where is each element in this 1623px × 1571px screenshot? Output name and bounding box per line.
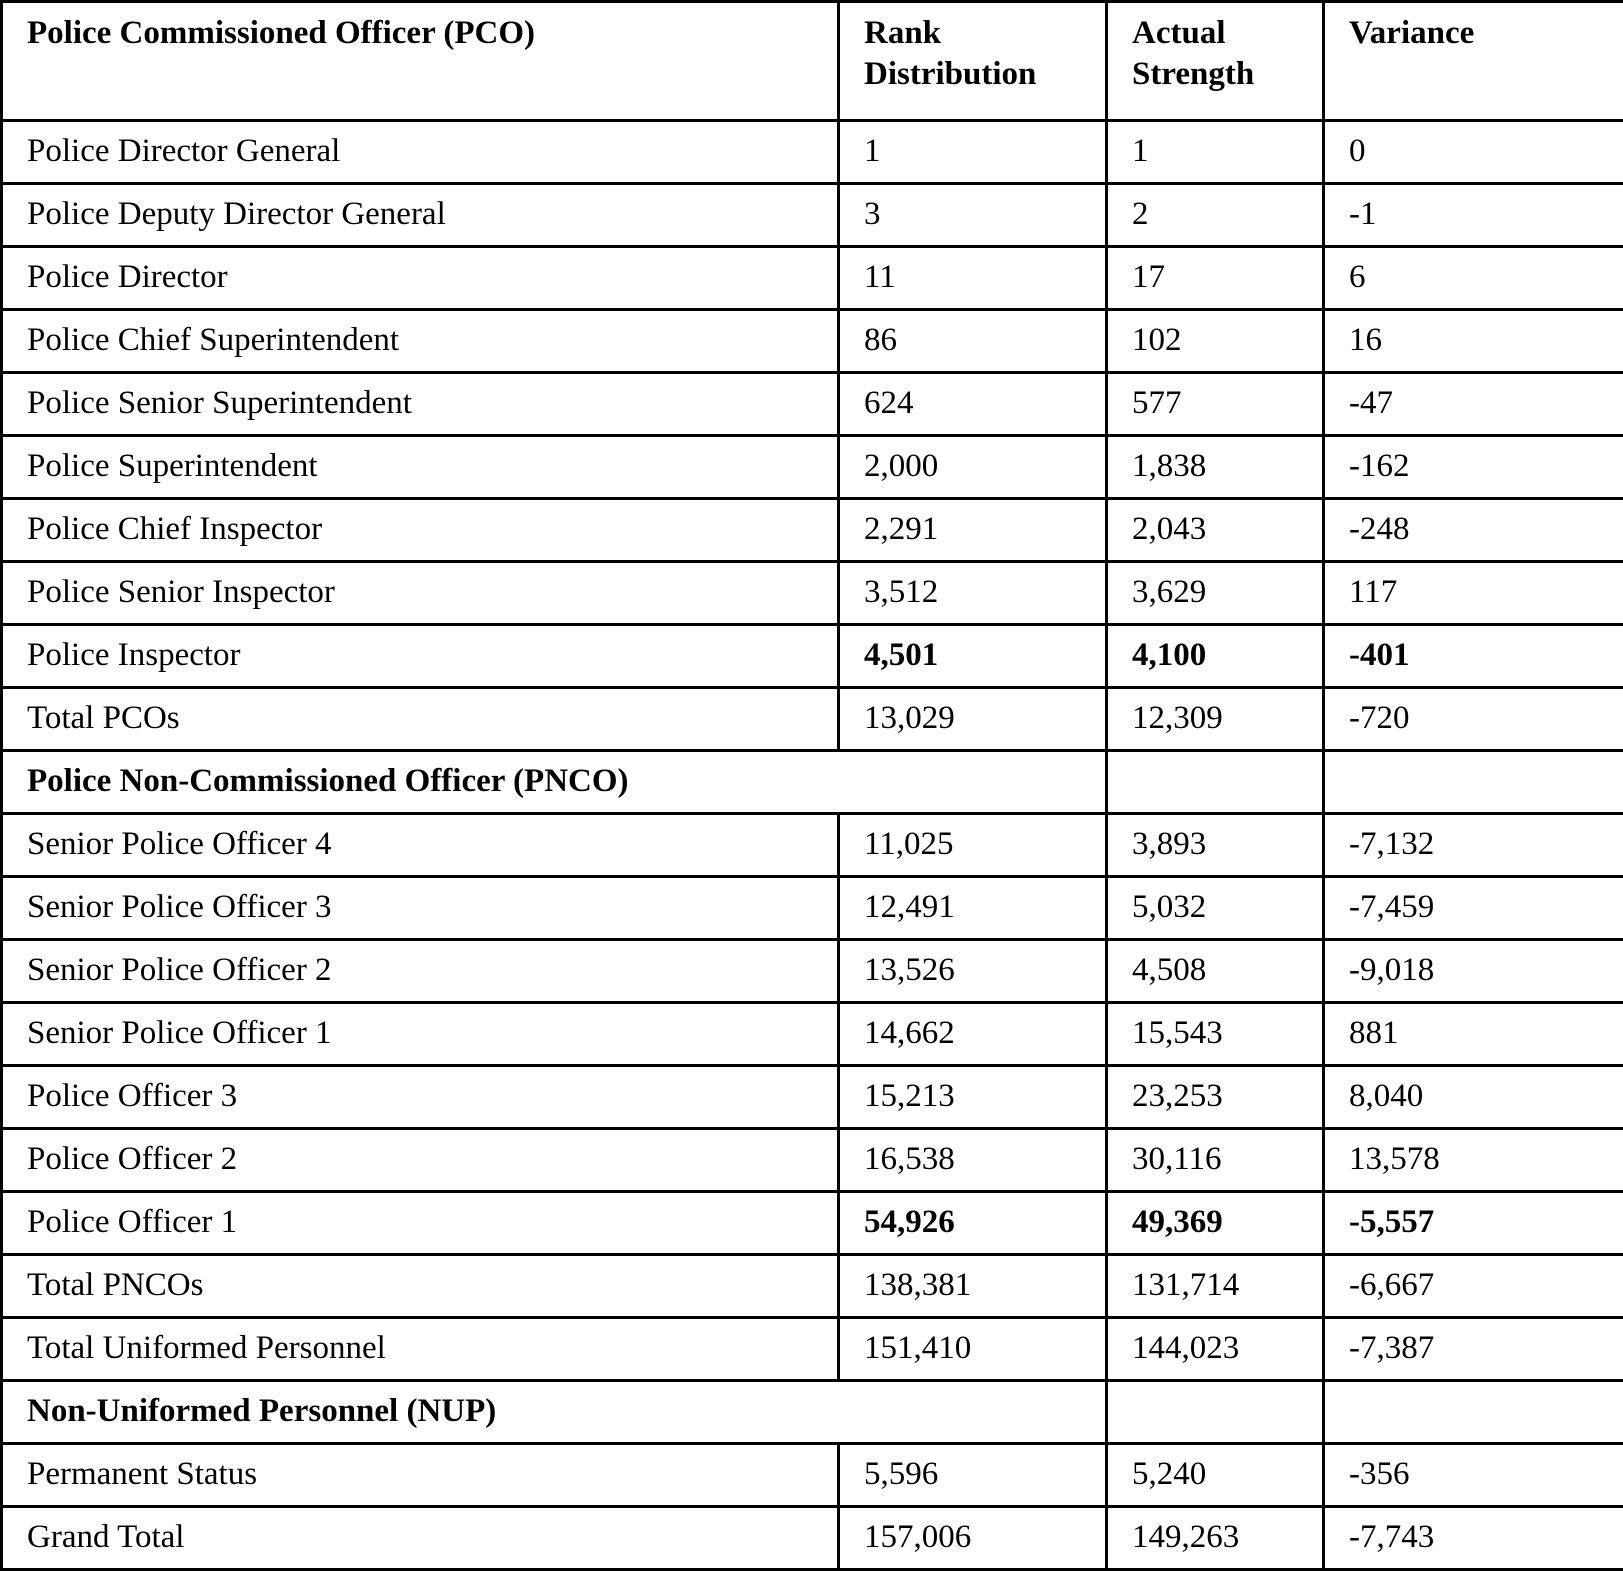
actual-strength-cell: 4,100	[1107, 625, 1324, 688]
actual-strength-cell: 131,714	[1107, 1255, 1324, 1318]
rank-distribution-cell: 86	[839, 310, 1107, 373]
table-row	[2, 814, 1623, 877]
row-label: Senior Police Officer 2	[2, 940, 839, 1003]
table-row	[2, 1255, 1623, 1318]
section-header-row	[2, 1381, 1623, 1444]
rank-distribution-cell: 151,410	[839, 1318, 1107, 1381]
actual-strength-cell: 17	[1107, 247, 1324, 310]
table-row	[2, 1003, 1623, 1066]
table-row	[2, 1129, 1623, 1192]
row-label: Senior Police Officer 3	[2, 877, 839, 940]
actual-strength-cell: 3,893	[1107, 814, 1324, 877]
row-label: Permanent Status	[2, 1444, 839, 1507]
variance-cell: 6	[1324, 247, 1623, 310]
table-body	[2, 121, 1623, 1570]
actual-strength-cell: 5,032	[1107, 877, 1324, 940]
rank-distribution-cell: 138,381	[839, 1255, 1107, 1318]
variance-cell: -5,557	[1324, 1192, 1623, 1255]
variance-cell: -7,132	[1324, 814, 1623, 877]
table-row	[2, 1318, 1623, 1381]
variance-cell: 8,040	[1324, 1066, 1623, 1129]
table-row	[2, 184, 1623, 247]
rank-distribution-cell: 11,025	[839, 814, 1107, 877]
table-row	[2, 1066, 1623, 1129]
rank-distribution-cell: 157,006	[839, 1507, 1107, 1570]
variance-cell: -356	[1324, 1444, 1623, 1507]
rank-distribution-cell: 14,662	[839, 1003, 1107, 1066]
table-row	[2, 310, 1623, 373]
row-label: Senior Police Officer 1	[2, 1003, 839, 1066]
section-header-row	[2, 751, 1623, 814]
row-label: Police Officer 3	[2, 1066, 839, 1129]
actual-strength-cell: 102	[1107, 310, 1324, 373]
rank-distribution-cell: 2,000	[839, 436, 1107, 499]
actual-strength-cell: 12,309	[1107, 688, 1324, 751]
rank-distribution-cell: 13,029	[839, 688, 1107, 751]
row-label: Total PCOs	[2, 688, 839, 751]
actual-strength-cell: 2	[1107, 184, 1324, 247]
variance-cell: -162	[1324, 436, 1623, 499]
rank-distribution-cell: 13,526	[839, 940, 1107, 1003]
variance-cell: 0	[1324, 121, 1623, 184]
row-label: Total PNCOs	[2, 1255, 839, 1318]
variance-cell: -720	[1324, 688, 1623, 751]
actual-strength-cell: 49,369	[1107, 1192, 1324, 1255]
empty-cell	[1324, 1381, 1623, 1444]
rank-distribution-cell: 1	[839, 121, 1107, 184]
table-row	[2, 625, 1623, 688]
empty-cell	[1107, 751, 1324, 814]
section-label: Police Non-Commissioned Officer (PNCO)	[2, 751, 1107, 814]
row-label: Police Senior Superintendent	[2, 373, 839, 436]
rank-distribution-cell: 12,491	[839, 877, 1107, 940]
row-label: Police Superintendent	[2, 436, 839, 499]
actual-strength-cell: 5,240	[1107, 1444, 1324, 1507]
table-row	[2, 562, 1623, 625]
column-header-variance: Variance	[1324, 2, 1623, 121]
variance-cell: 13,578	[1324, 1129, 1623, 1192]
rank-distribution-cell: 5,596	[839, 1444, 1107, 1507]
variance-cell: -401	[1324, 625, 1623, 688]
rank-distribution-cell: 2,291	[839, 499, 1107, 562]
rank-distribution-cell: 15,213	[839, 1066, 1107, 1129]
section-label: Non-Uniformed Personnel (NUP)	[2, 1381, 1107, 1444]
actual-strength-cell: 1,838	[1107, 436, 1324, 499]
row-label: Police Chief Inspector	[2, 499, 839, 562]
column-header-actual-strength: Actual Strength	[1107, 2, 1324, 121]
row-label: Police Deputy Director General	[2, 184, 839, 247]
table-row	[2, 940, 1623, 1003]
actual-strength-cell: 3,629	[1107, 562, 1324, 625]
row-label: Police Officer 2	[2, 1129, 839, 1192]
rank-distribution-cell: 624	[839, 373, 1107, 436]
actual-strength-cell: 577	[1107, 373, 1324, 436]
variance-cell: -6,667	[1324, 1255, 1623, 1318]
variance-cell: -47	[1324, 373, 1623, 436]
actual-strength-cell: 15,543	[1107, 1003, 1324, 1066]
actual-strength-cell: 23,253	[1107, 1066, 1324, 1129]
rank-distribution-cell: 11	[839, 247, 1107, 310]
column-header-pco: Police Commissioned Officer (PCO)	[2, 2, 839, 121]
table-row	[2, 1444, 1623, 1507]
actual-strength-cell: 4,508	[1107, 940, 1324, 1003]
row-label: Police Senior Inspector	[2, 562, 839, 625]
table-row	[2, 499, 1623, 562]
row-label: Total Uniformed Personnel	[2, 1318, 839, 1381]
row-label: Police Inspector	[2, 625, 839, 688]
actual-strength-cell: 144,023	[1107, 1318, 1324, 1381]
table-row	[2, 688, 1623, 751]
variance-cell: -9,018	[1324, 940, 1623, 1003]
table-row	[2, 247, 1623, 310]
row-label: Senior Police Officer 4	[2, 814, 839, 877]
variance-cell: 881	[1324, 1003, 1623, 1066]
variance-cell: -7,387	[1324, 1318, 1623, 1381]
actual-strength-cell: 1	[1107, 121, 1324, 184]
table-row	[2, 121, 1623, 184]
row-label: Police Officer 1	[2, 1192, 839, 1255]
rank-distribution-cell: 16,538	[839, 1129, 1107, 1192]
row-label: Police Director General	[2, 121, 839, 184]
header-row	[2, 2, 1623, 121]
actual-strength-cell: 2,043	[1107, 499, 1324, 562]
empty-cell	[1107, 1381, 1324, 1444]
variance-cell: -7,743	[1324, 1507, 1623, 1570]
rank-distribution-cell: 54,926	[839, 1192, 1107, 1255]
row-label: Grand Total	[2, 1507, 839, 1570]
variance-cell: -7,459	[1324, 877, 1623, 940]
variance-cell: -1	[1324, 184, 1623, 247]
rank-distribution-cell: 3	[839, 184, 1107, 247]
variance-cell: 16	[1324, 310, 1623, 373]
rank-distribution-cell: 4,501	[839, 625, 1107, 688]
column-header-rank-distribution: Rank Distribution	[839, 2, 1107, 121]
table-row	[2, 877, 1623, 940]
table-row	[2, 1192, 1623, 1255]
empty-cell	[1324, 751, 1623, 814]
rank-distribution-cell: 3,512	[839, 562, 1107, 625]
table-row	[2, 1507, 1623, 1570]
actual-strength-cell: 30,116	[1107, 1129, 1324, 1192]
variance-cell: -248	[1324, 499, 1623, 562]
actual-strength-cell: 149,263	[1107, 1507, 1324, 1570]
table-row	[2, 436, 1623, 499]
row-label: Police Director	[2, 247, 839, 310]
row-label: Police Chief Superintendent	[2, 310, 839, 373]
table-row	[2, 373, 1623, 436]
variance-cell: 117	[1324, 562, 1623, 625]
